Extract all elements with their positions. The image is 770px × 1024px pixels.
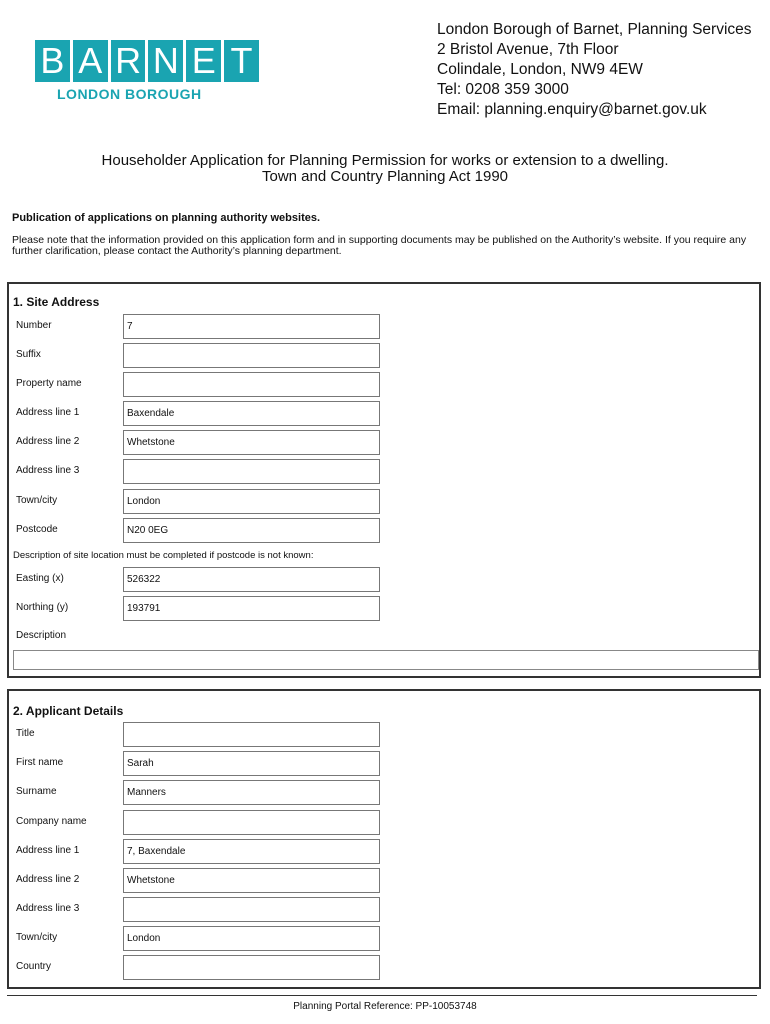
- address-line: Email: planning.enquiry@barnet.gov.uk: [437, 101, 707, 118]
- field-label: Northing (y): [16, 602, 69, 613]
- field-row: [9, 518, 759, 543]
- address-line: Colindale, London, NW9 4EW: [437, 61, 643, 78]
- field-label: Property name: [16, 378, 82, 389]
- portal-reference: Planning Portal Reference: PP-10053748: [293, 1001, 477, 1012]
- logo-letter: A: [73, 40, 108, 82]
- field-label: Address line 2: [16, 874, 80, 885]
- field-label: Town/city: [16, 932, 58, 943]
- council-address: [437, 20, 752, 120]
- easting-input[interactable]: 526322: [123, 567, 380, 592]
- field-label: Surname: [16, 786, 57, 797]
- northing-input[interactable]: 193791: [123, 596, 380, 621]
- field-label: Postcode: [16, 524, 58, 535]
- field-row: [9, 372, 759, 397]
- address-line-2-input[interactable]: Whetstone: [123, 430, 380, 455]
- applicant-details-section: [7, 689, 761, 989]
- form-heading: [0, 153, 770, 185]
- company-name-input[interactable]: [123, 810, 380, 835]
- field-row: [9, 868, 759, 893]
- form-act: Town and Country Planning Act 1990: [262, 168, 508, 185]
- field-row: [9, 955, 759, 980]
- address-line: London Borough of Barnet, Planning Services: [437, 21, 752, 38]
- field-row: [9, 567, 759, 592]
- applicant-address-line-1-input[interactable]: 7, Baxendale: [123, 839, 380, 864]
- site-address-section: [7, 282, 761, 678]
- field-label: Easting (x): [16, 573, 64, 584]
- first-name-input[interactable]: Sarah: [123, 751, 380, 776]
- field-row: [9, 751, 759, 776]
- town-city-input[interactable]: London: [123, 489, 380, 514]
- location-note: Description of site location must be completed if postcode is not known:: [13, 550, 314, 561]
- field-row: [9, 401, 759, 426]
- field-label: Address line 2: [16, 436, 80, 447]
- field-row: [9, 926, 759, 951]
- field-row: [9, 596, 759, 621]
- suffix-input[interactable]: [123, 343, 380, 368]
- address-line: Tel: 0208 359 3000: [437, 81, 569, 98]
- field-label: Company name: [16, 816, 87, 827]
- field-row: [9, 430, 759, 455]
- address-line: 2 Bristol Avenue, 7th Floor: [437, 41, 619, 58]
- surname-input[interactable]: Manners: [123, 780, 380, 805]
- field-label: Country: [16, 961, 52, 972]
- field-row: [9, 489, 759, 514]
- field-row: [9, 722, 759, 747]
- barnet-logo: [35, 40, 259, 102]
- section-title: 1. Site Address: [13, 295, 100, 309]
- description-input[interactable]: [13, 650, 759, 670]
- title-input[interactable]: [123, 722, 380, 747]
- property-name-input[interactable]: [123, 372, 380, 397]
- postcode-input[interactable]: N20 0EG: [123, 518, 380, 543]
- number-input[interactable]: 7: [123, 314, 380, 339]
- logo-subtitle: LONDON BOROUGH: [57, 86, 202, 102]
- publication-title: Publication of applications on planning authority websites.: [12, 212, 321, 224]
- field-row: [9, 810, 759, 835]
- field-label: Address line 1: [16, 407, 80, 418]
- field-row: [9, 343, 759, 368]
- logo-letters: [35, 40, 259, 82]
- logo-letter: R: [111, 40, 146, 82]
- address-line-1-input[interactable]: Baxendale: [123, 401, 380, 426]
- applicant-address-line-3-input[interactable]: [123, 897, 380, 922]
- field-row: [9, 459, 759, 484]
- field-row: [9, 897, 759, 922]
- field-row: [9, 780, 759, 805]
- address-line-3-input[interactable]: [123, 459, 380, 484]
- publication-text: Please note that the information provided on this application form and in supporting documents may be published on the Authority’s website. If you require any further clarification, please contact the Authority’s planning department.: [12, 234, 747, 257]
- footer-divider: [7, 995, 757, 996]
- form-title: Householder Application for Planning Permission for works or extension to a dwelling.: [101, 152, 669, 169]
- applicant-address-line-2-input[interactable]: Whetstone: [123, 868, 380, 893]
- logo-letter: E: [186, 40, 221, 82]
- field-label: Address line 3: [16, 465, 80, 476]
- field-label: Town/city: [16, 495, 58, 506]
- applicant-town-city-input[interactable]: London: [123, 926, 380, 951]
- field-label: First name: [16, 757, 64, 768]
- field-label: Title: [16, 728, 35, 739]
- country-input[interactable]: [123, 955, 380, 980]
- field-label: Address line 1: [16, 845, 80, 856]
- description-label: Description: [16, 630, 67, 641]
- field-label: Address line 3: [16, 903, 80, 914]
- section-title: 2. Applicant Details: [13, 704, 124, 718]
- field-row: [9, 314, 759, 339]
- field-row: [9, 839, 759, 864]
- logo-letter: N: [148, 40, 183, 82]
- logo-letter: T: [224, 40, 259, 82]
- field-label: Number: [16, 320, 52, 331]
- field-label: Suffix: [16, 349, 41, 360]
- logo-letter: B: [35, 40, 70, 82]
